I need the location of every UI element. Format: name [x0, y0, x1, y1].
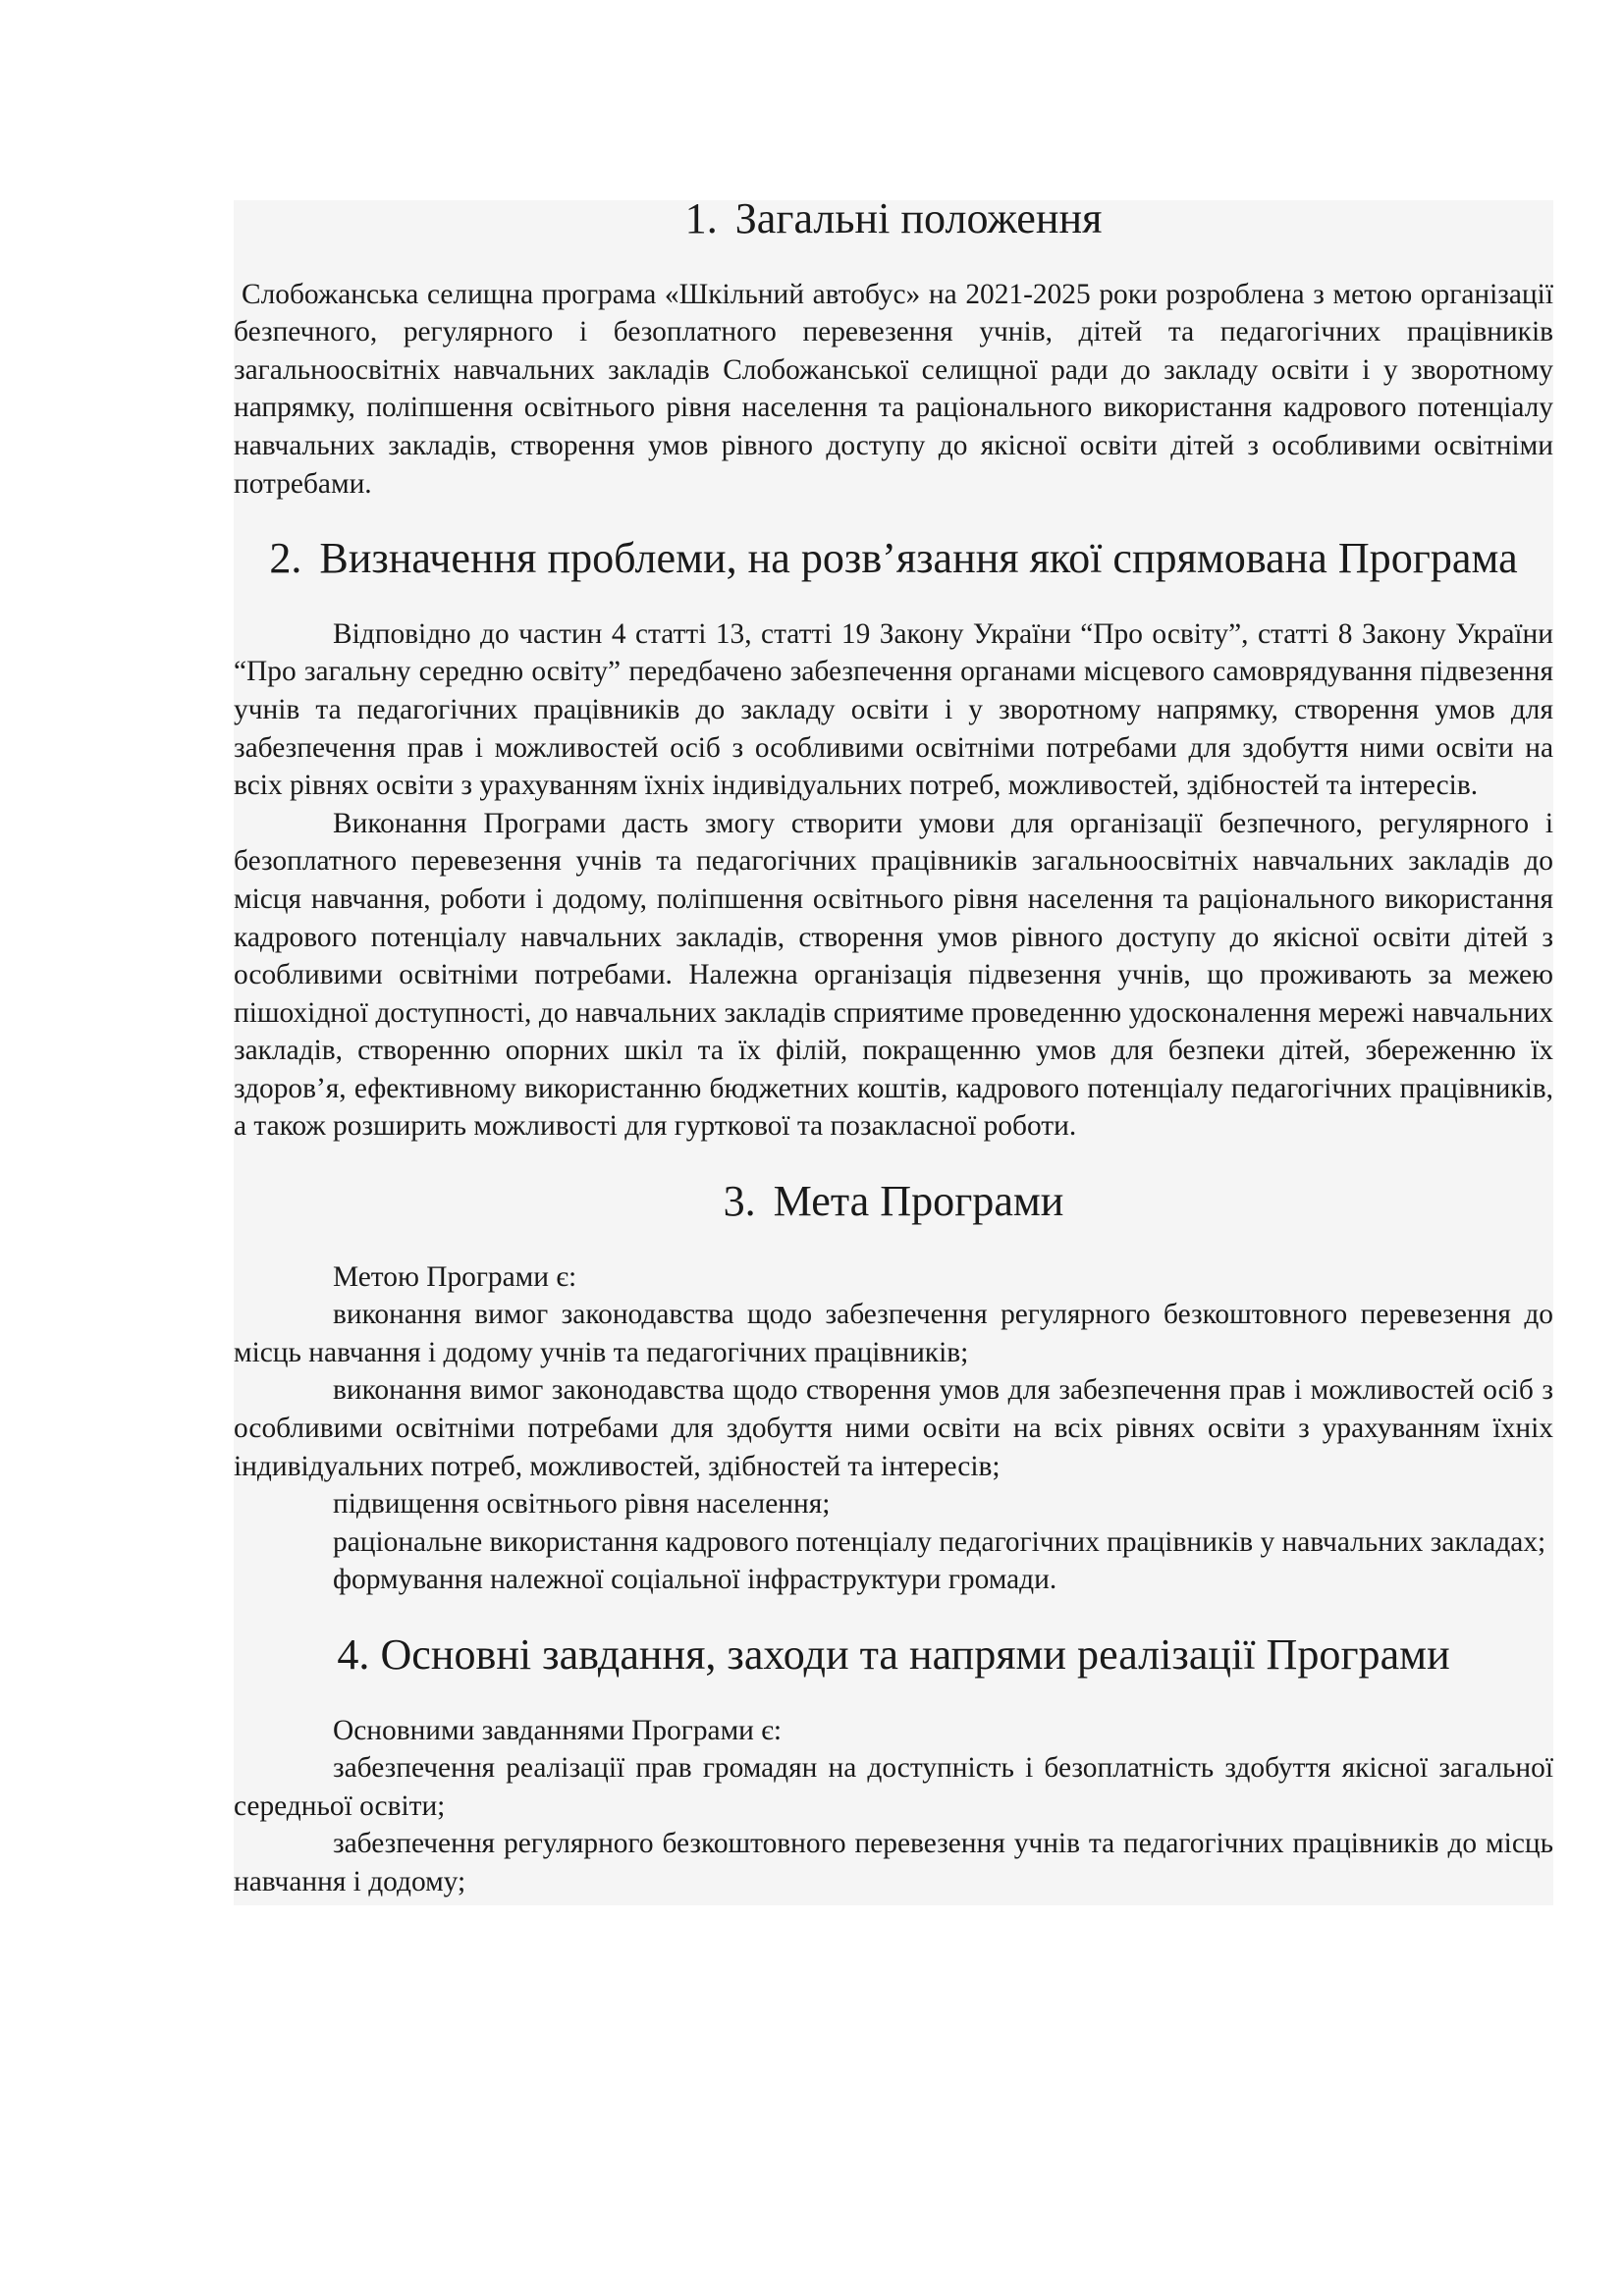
section-heading-3: [234, 1177, 1553, 1226]
section-number: 4.: [337, 1630, 370, 1679]
section-title: Основні завдання, заходи та напрями реалізації Програми: [380, 1630, 1450, 1679]
list-item: формування належної соціальної інфраструктури громади.: [333, 1564, 1057, 1596]
list-item: підвищення освітнього рівня населення;: [333, 1488, 831, 1521]
spacer: [234, 1675, 1553, 1712]
section-heading-1: [234, 194, 1553, 242]
document-body: [234, 194, 1553, 1905]
list-item: забезпечення регулярного безкоштовного перевезення учнів та педагогічних працівників до місць навчання і додому;: [234, 1828, 1553, 1897]
section-title: Мета Програми: [773, 1177, 1064, 1226]
section-number: 1.: [684, 194, 718, 242]
paragraph: Виконання Програми дасть змогу створити умови для організації безпечного, регулярного і безоплатного перевезення учнів та педагогічних працівників загальноосвітніх навчальних закладів до місця навчання, роботи і додому, поліпшення освітнього рівня населення та раціонального використання кадрового потенціалу навчальних закладів, створення умов рівного доступу до якісної освіти дітей з особливими освітніми потребами. Належна організація підвезення учнів, що проживають за межею пішохідної доступності, до навчальних закладів сприятиме проведенню удосконалення мережі навчальних закладів, створенню опорних шкіл та їх філій, покращенню умов для безпеки дітей, збереженню їх здоров’я, ефективному використанню бюджетних коштів, кадрового потенціалу педагогічних працівників, а також розширить можливості для гурткової та позакласної роботи.: [234, 807, 1553, 1143]
list-intro: Метою Програми є:: [333, 1260, 577, 1293]
list-item: забезпечення реалізації прав громадян на доступність і безоплатність здобуття якісної загальної середньої освіти;: [234, 1752, 1553, 1822]
section-title: Загальні положення: [734, 194, 1103, 242]
section-title: Визначення проблеми, на розв’язання якої спрямована Програма: [319, 534, 1518, 583]
paragraph: Відповідно до частин 4 статті 13, статті 19 Закону України “Про освіту”, статті 8 Закону України “Про загальну середню освіту” передбачено забезпечення органами місцевого самоврядування підвезення учнів та педагогічних працівників до закладу освіти і у зворотному напрямку, створення умов для забезпечення прав і можливостей осіб з особливими освітніми потребами для здобуття ними освіти на всіх рівнях освіти з урахуванням їхніх індивідуальних потреб, можливостей, здібностей та інтересів.: [234, 617, 1553, 802]
list-item: раціональне використання кадрового потенціалу педагогічних працівників у навчальних закладах;: [333, 1525, 1546, 1558]
section-number: 3.: [723, 1177, 756, 1226]
section-number: 2.: [269, 534, 302, 583]
section-heading-4: [234, 1630, 1553, 1679]
spacer: [234, 239, 1553, 276]
paragraph: Слобожанська селищна програма «Шкільний автобус» на 2021-2025 роки розроблена з метою організації безпечного, регулярного і безоплатного перевезення учнів, дітей та педагогічних працівників загальноосвітніх навчальних закладів Слобожанської селищної ради до закладу освіти і у зворотному напрямку, поліпшення освітнього рівня населення та раціонального використання кадрового потенціалу навчальних закладів, створення умов рівного доступу до якісної освіти дітей з особливими освітніми потребами.: [234, 278, 1553, 500]
list-intro: Основними завданнями Програми є:: [333, 1714, 783, 1746]
spacer: [234, 1901, 1553, 1905]
spacer: [234, 578, 1553, 615]
section-heading-2: [234, 534, 1553, 583]
spacer: [234, 1221, 1553, 1258]
list-item: виконання вимог законодавства щодо забезпечення регулярного безкоштовного перевезення до місць навчання і додому учнів та педагогічних працівників;: [234, 1299, 1553, 1368]
list-item: виконання вимог законодавства щодо створення умов для забезпечення прав і можливостей осіб з особливими освітніми потребами для здобуття ними освіти на всіх рівнях освіти з урахуванням їхніх індивідуальних потреб, можливостей, здібностей та інтересів;: [234, 1374, 1553, 1482]
